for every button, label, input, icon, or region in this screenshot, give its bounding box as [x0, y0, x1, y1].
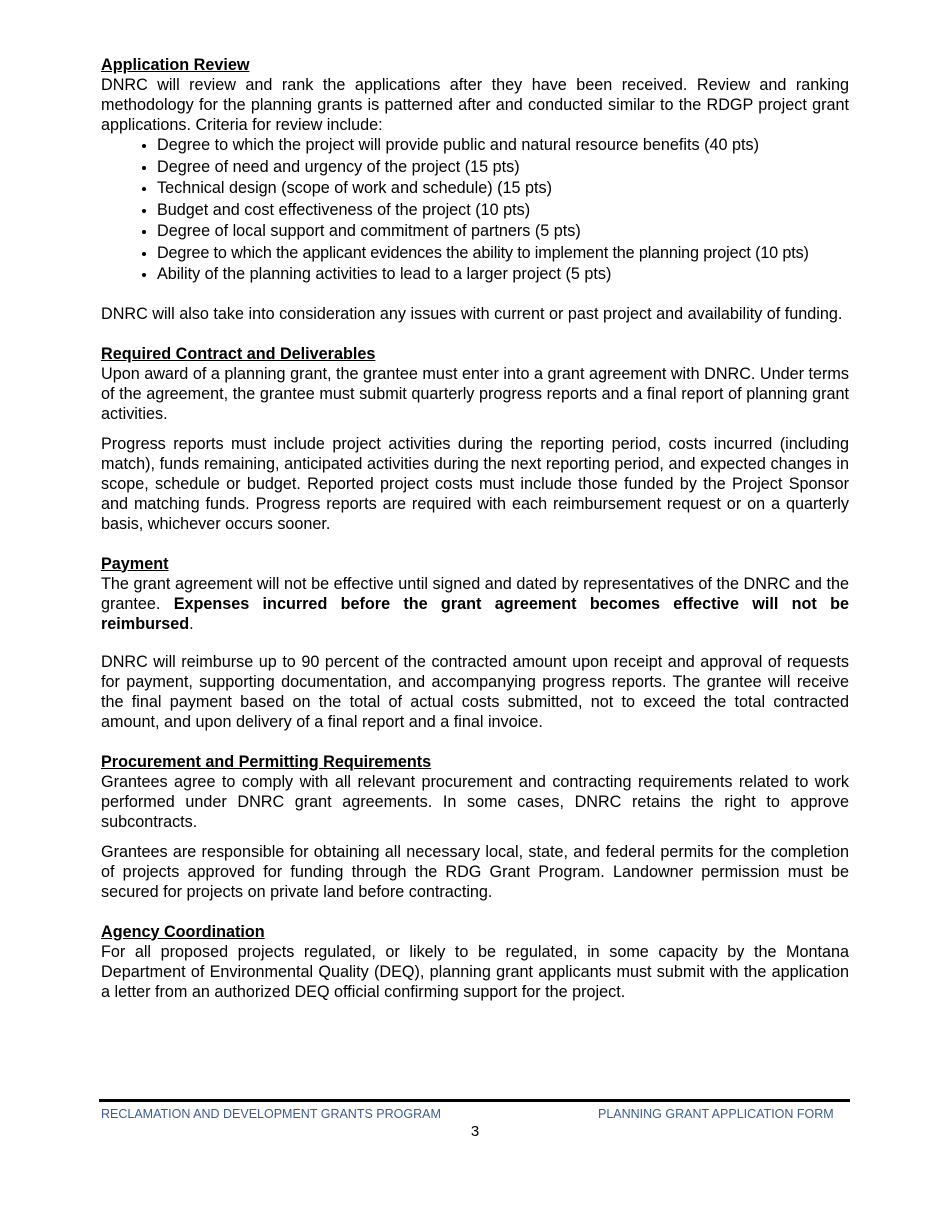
section-title-application-review: Application Review	[101, 56, 250, 74]
payment-bold-notice: Expenses incurred before the grant agreement becomes effective will not be reimbursed	[101, 594, 849, 633]
list-item: • Degree of local support and commitment of partners (5 pts)	[157, 221, 849, 241]
procurement-paragraph-2: Grantees are responsible for obtaining all necessary local, state, and federal permits for the completion of projects approved for funding through the RDG Grant Program. Landowner permission must be secured for projects on private land before contracting.	[101, 842, 849, 901]
section-title-payment: Payment	[101, 554, 169, 573]
payment-text-start: The grant agreement will not be effective until signed and dated by representatives of the DNRC and the grantee.	[101, 574, 849, 613]
payment-paragraph-1	[101, 574, 849, 634]
payment-text-end: .	[189, 614, 194, 633]
contract-paragraph-1: Upon award of a planning grant, the grantee must enter into a grant agreement with DNRC. Under terms of the agreement, the grantee must submit quarterly progress reports and a final report of planning grant activities.	[101, 364, 849, 423]
list-item: • Degree to which the applicant evidences the ability to implement the planning project (10 pts)	[157, 243, 849, 263]
review-criteria-list	[101, 135, 849, 284]
section-title-agency: Agency Coordination	[101, 922, 265, 941]
application-review-intro: DNRC will review and rank the applications after they have been received. Review and ranking methodology for the planning grants is patterned after and conducted similar to the RDGP project grant applications. Criteria for review include:	[101, 76, 849, 134]
list-item: • Ability of the planning activities to lead to a larger project (5 pts)	[157, 264, 849, 284]
footer-form-name: PLANNING GRANT APPLICATION FORM	[598, 1107, 834, 1121]
section-title-procurement: Procurement and Permitting Requirements	[101, 752, 432, 771]
footer-program-name: RECLAMATION AND DEVELOPMENT GRANTS PROGRAM	[101, 1107, 441, 1121]
agency-paragraph-1: For all proposed projects regulated, or likely to be regulated, in some capacity by the Montana Department of Environmental Quality (DEQ), planning grant applicants must submit with the application a letter from an authorized DEQ official confirming support for the project.	[101, 942, 849, 1001]
application-review-closing: DNRC will also take into consideration any issues with current or past project and availability of funding.	[101, 304, 843, 323]
list-item: • Degree of need and urgency of the project (15 pts)	[157, 157, 849, 177]
section-title-contract: Required Contract and Deliverables	[101, 344, 376, 363]
contract-paragraph-2: Progress reports must include project activities during the reporting period, costs incurred (including match), funds remaining, anticipated activities during the next reporting period, and expected changes in scope, schedule or budget. Reported project costs must include those funded by the Project Sponsor and matching funds. Progress reports are required with each reimbursement request or on a quarterly basis, whichever occurs sooner.	[101, 434, 849, 533]
footer-divider	[99, 1099, 850, 1102]
document-body	[101, 55, 849, 1002]
list-item: • Degree to which the project will provide public and natural resource benefits (40 pts)	[157, 135, 849, 155]
list-item: • Technical design (scope of work and schedule) (15 pts)	[157, 178, 849, 198]
procurement-paragraph-1: Grantees agree to comply with all relevant procurement and contracting requirements related to work performed under DNRC grant agreements. In some cases, DNRC retains the right to approve subcontracts.	[101, 772, 849, 831]
payment-paragraph-2: DNRC will reimburse up to 90 percent of the contracted amount upon receipt and approval of requests for payment, supporting documentation, and accompanying progress reports. The grantee will receive the final payment based on the total of actual costs submitted, not to exceed the total contracted amount, and upon delivery of a final report and a final invoice.	[101, 652, 849, 731]
page-number: 3	[470, 1123, 480, 1140]
list-item: • Budget and cost effectiveness of the project (10 pts)	[157, 200, 849, 220]
